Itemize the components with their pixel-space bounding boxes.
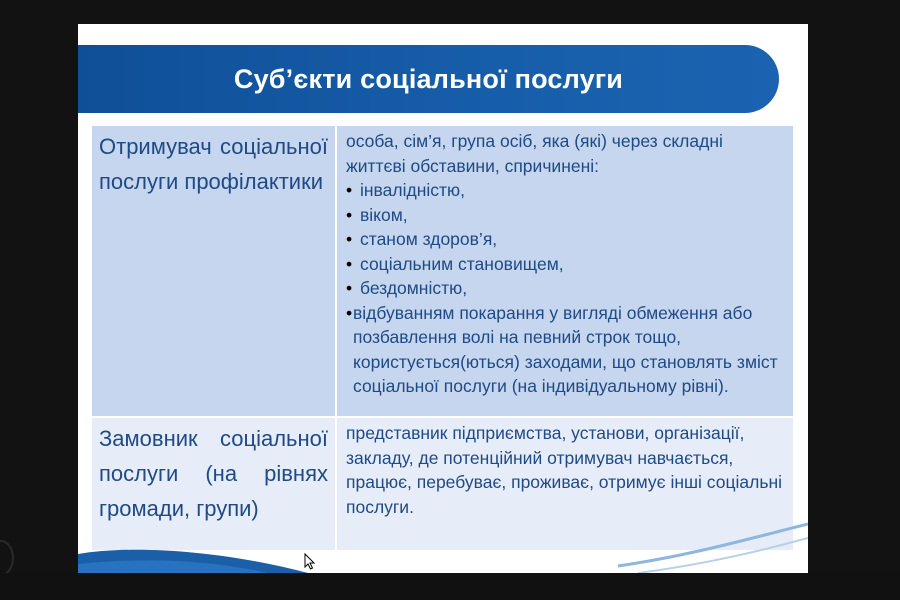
decorative-wave (78, 494, 808, 573)
title-banner (78, 45, 779, 113)
table-row (91, 125, 794, 417)
subject-label-customer: Замовник соціальної послуги (на рівнях громади, групи) (99, 426, 328, 521)
bullet-icon: • (346, 229, 353, 249)
bullet-icon: • (346, 253, 353, 274)
circle-control-icon[interactable] (0, 540, 14, 576)
description-cell (336, 125, 794, 417)
list-item: • віком, (346, 203, 786, 228)
list-item: • бездомністю, (346, 276, 786, 301)
list-item: • інвалідністю, (346, 178, 786, 203)
bullet-icon: • (346, 302, 353, 323)
mouse-pointer-icon (304, 553, 316, 570)
bullet-icon: • (346, 180, 353, 200)
recipient-intro: особа, сім’я, група осіб, яка (які) через складні життєві обставини, спричинені: (346, 131, 723, 176)
list-item: • соціальним становищем, (346, 252, 786, 277)
circumstances-list (346, 178, 786, 399)
bullet-icon: • (346, 278, 353, 298)
customer-description: представник підприємства, установи, організації, закладу, де потенційний отримувач навчається, працює, перебуває, проживає, отримує інші соціальні послуги. (346, 423, 782, 517)
recipient-description (338, 127, 792, 399)
presentation-slide (78, 24, 808, 573)
list-item: • станом здоров’я, (346, 227, 786, 252)
list-item: • відбуванням покарання у вигляді обмеження або позбавлення волі на певний строк тощо, користується(ються) заходами, що становлять зміст соціальної послуги (на індивідуальному рівні). (346, 302, 778, 396)
bottom-black-bar (0, 573, 900, 600)
bullet-icon: • (346, 204, 353, 225)
subjects-table (90, 124, 795, 552)
top-black-bar (0, 0, 900, 24)
subject-label-recipient: Отримувач соціальної послуги профілактики (99, 134, 328, 194)
slide-title: Суб’єкти соціальної послуги (233, 63, 624, 94)
subject-cell (91, 125, 336, 417)
